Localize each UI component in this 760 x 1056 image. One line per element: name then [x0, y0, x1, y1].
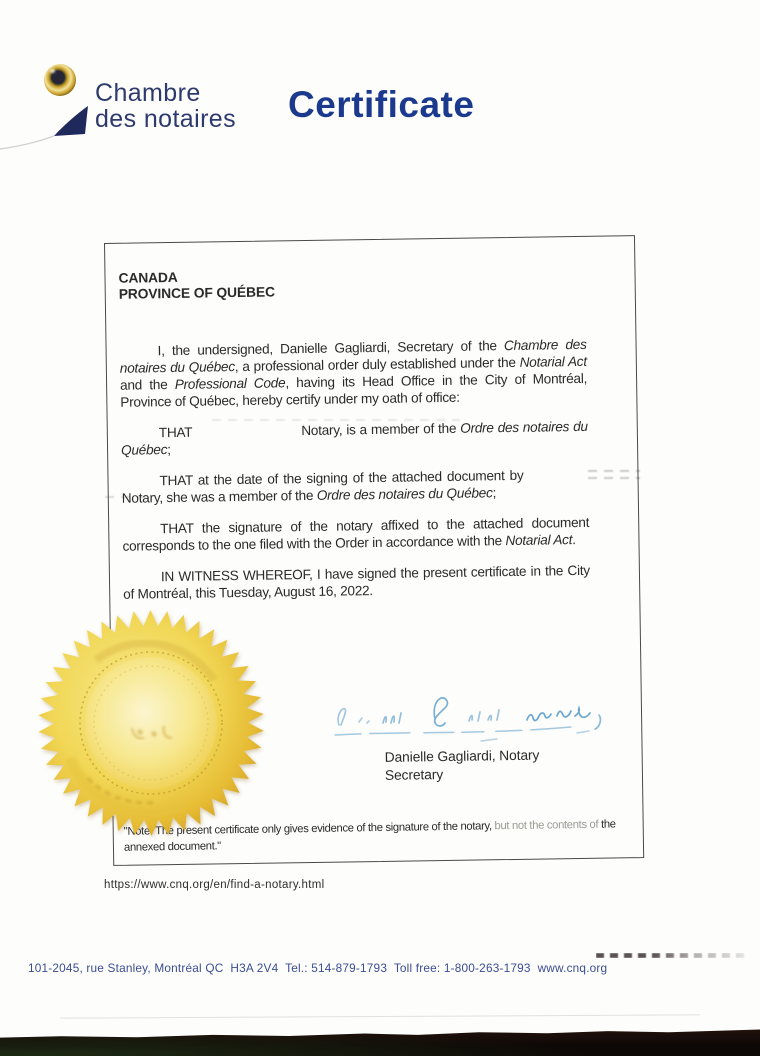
letterhead-contact-line: 101-2045, rue Stanley, Montréal QC H3A 2V4 Tel.: 514-879-1793 Toll free: 1-800-263-1793 www.cnq.org [28, 961, 608, 975]
jurisdiction-country: CANADA [118, 269, 178, 286]
erased-serial-marks [596, 953, 746, 958]
jurisdiction-province: PROVINCE OF QUÉBEC [118, 284, 275, 302]
signer-title: Secretary [384, 766, 444, 783]
cnq-logo-mark-icon [0, 60, 110, 152]
page-title: Certificate [288, 84, 475, 125]
certificate-paragraph-witness: IN WITNESS WHEREOF, I have signed the present certificate in the City of Montréal, this Tuesday, August 16, 2022. [123, 562, 591, 602]
jurisdiction-block [118, 264, 585, 303]
find-a-notary-url: https://www.cnq.org/en/find-a-notary.html [104, 879, 325, 891]
certificate-paragraph-that-1: THAT Notary, is a member of the Ordre des notaires du Québec; [120, 418, 588, 458]
certificate-note: "Note: The present certificate only gives evidence of the signature of the notary, but not the contents of the annexed document." [123, 818, 616, 854]
signer-name: Danielle Gagliardi, Notary [384, 747, 540, 765]
paper-crease [60, 1014, 700, 1018]
signature-handwriting [331, 689, 616, 749]
certificate-paragraph-that-2: THAT at the date of the signing of the attached document by Notary, she was a member of the Ordre des notaires du Québec; [121, 467, 529, 506]
whiteout-smudge [588, 470, 640, 483]
logo-text-line2: des notaires [95, 105, 236, 133]
whiteout-smudge [105, 496, 149, 503]
cnq-logo-wordmark [95, 80, 236, 132]
logo-text-line1: Chambre [95, 79, 201, 107]
certificate-paragraph-intro: I, the undersigned, Danielle Gagliardi, Secretary of the Chambre des notaires du Québec, a professional order duly established under the Notarial Act and the Professional Code, having its Head Office in the City of Montréal, Province of Québec, hereby certify under my oath of office: [119, 336, 588, 410]
signer-block [385, 747, 540, 784]
certificate-paragraph-that-3: THAT the signature of the notary affixed to the attached document corresponds to the one filed with the Order in accordance with the Notarial Act. [122, 514, 590, 554]
notary-seal-icon [36, 608, 266, 838]
whiteout-smudge [212, 419, 460, 426]
scan-edge-shadow [0, 1022, 760, 1056]
